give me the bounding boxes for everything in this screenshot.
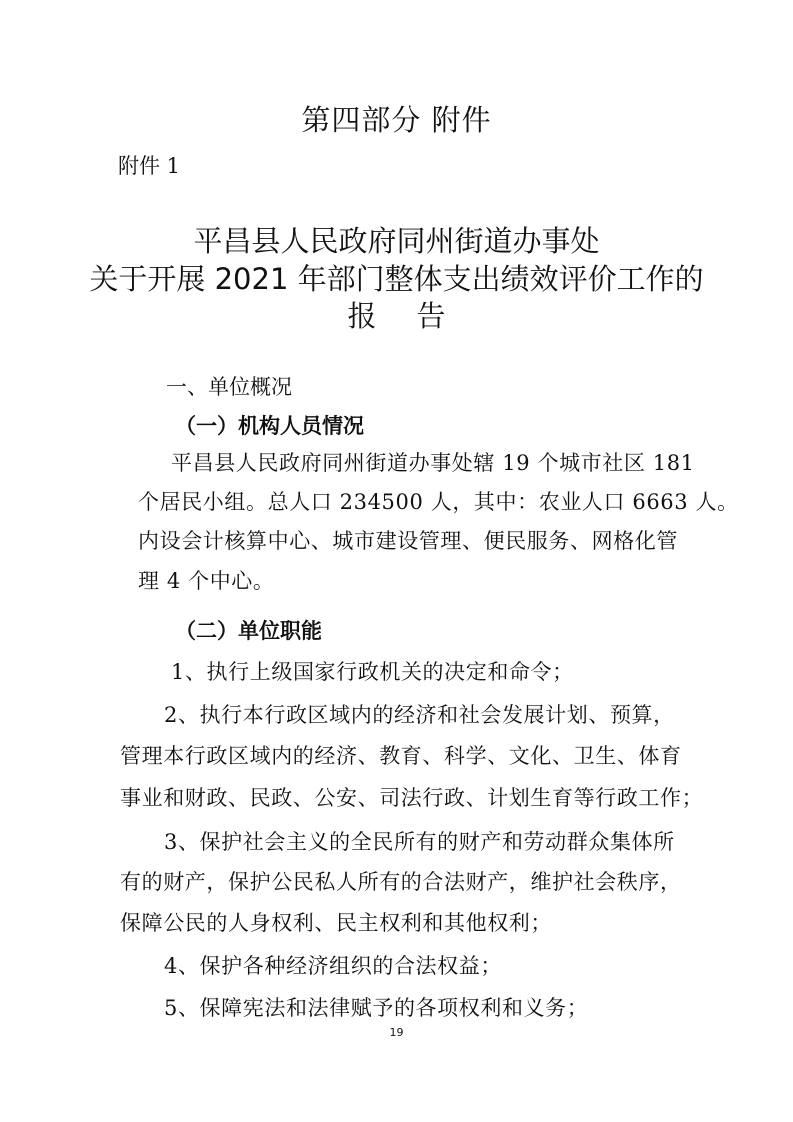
subsection-1-heading: （一）机构人员情况 (175, 413, 364, 438)
function-item-2-line: 事业和财政、民政、公安、司法行政、计划生育等行政工作； (120, 786, 704, 810)
paragraph-line: 理 4 个中心。 (138, 569, 275, 593)
function-item-2-line: 2、执行本行政区域内的经济和社会发展计划、预算， (164, 703, 675, 727)
subsection-2-heading: （二）单位职能 (175, 618, 322, 643)
attachment-label: 附件 1 (118, 154, 181, 178)
function-item-2-line: 管理本行政区域内的经济、教育、科学、文化、卫生、体育 (120, 744, 682, 768)
function-item-3-line: 有的财产，保护公民私人所有的合法财产，维护社会秩序， (120, 870, 682, 894)
report-title-line-3 (0, 294, 793, 335)
part-title: 第四部分 附件 (301, 103, 492, 137)
paragraph-line: 个居民小组。总人口 234500 人，其中：农业人口 6663 人。 (138, 490, 739, 514)
paragraph-line: 内设会计核算中心、城市建设管理、便民服务、网格化管 (138, 529, 678, 553)
function-item-1: 1、执行上级国家行政机关的决定和命令； (171, 660, 574, 684)
function-item-3-line: 保障公民的人身权利、民主权利和其他权利； (120, 911, 552, 935)
report-title-char-1: 报 (347, 299, 377, 333)
function-item-3-line: 3、保护社会主义的全民所有的财产和劳动群众集体所 (164, 830, 675, 854)
function-item-5: 5、保障宪法和法律赋予的各项权利和义务； (164, 996, 589, 1020)
report-title-char-2: 告 (416, 299, 446, 333)
paragraph-line: 平昌县人民政府同州街道办事处辖 19 个城市社区 181 (171, 451, 695, 475)
report-title-line-1: 平昌县人民政府同州街道办事处 (193, 224, 600, 258)
report-title-line-2: 关于开展 2021 年部门整体支出绩效评价工作的 (89, 262, 704, 296)
function-item-4: 4、保护各种经济组织的合法权益； (164, 954, 502, 978)
page-number: 19 (389, 1026, 404, 1039)
section-1-heading: 一、单位概况 (166, 375, 292, 399)
